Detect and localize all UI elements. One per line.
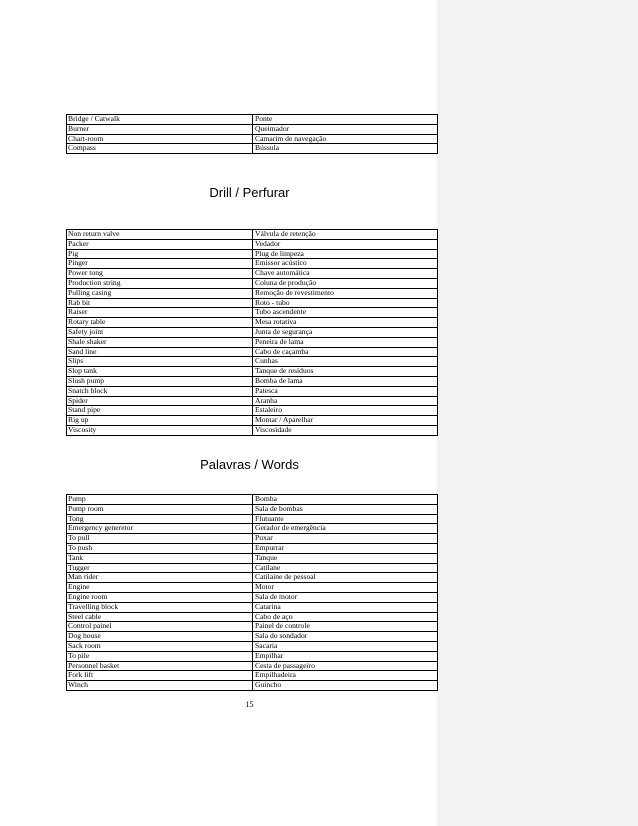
english-term-cell: Snatch block bbox=[67, 386, 253, 396]
portuguese-term-cell: Mesa rotativa bbox=[253, 318, 438, 328]
english-term-cell: Slop tank bbox=[67, 367, 253, 377]
portuguese-term-cell: Emissor acústico bbox=[253, 259, 438, 269]
portuguese-term-cell: Estaleiro bbox=[253, 406, 438, 416]
table-row bbox=[67, 278, 438, 288]
table-row bbox=[67, 602, 438, 612]
portuguese-term-cell: Sala de motor bbox=[253, 592, 438, 602]
english-term-cell: Travelling block bbox=[67, 602, 253, 612]
english-term-cell: Tong bbox=[67, 514, 253, 524]
table-row bbox=[67, 632, 438, 642]
english-term-cell: Sand line bbox=[67, 347, 253, 357]
table-row bbox=[67, 376, 438, 386]
portuguese-term-cell: Cunhas bbox=[253, 357, 438, 367]
portuguese-term-cell: Tubo ascendente bbox=[253, 308, 438, 318]
table-row bbox=[67, 553, 438, 563]
portuguese-term-cell: Roto - tubo bbox=[253, 298, 438, 308]
english-term-cell: Power tong bbox=[67, 269, 253, 279]
table-row bbox=[67, 239, 438, 249]
table-row bbox=[67, 230, 438, 240]
table-row bbox=[67, 534, 438, 544]
table-row bbox=[67, 327, 438, 337]
table-row bbox=[67, 543, 438, 553]
english-term-cell: Compass bbox=[67, 144, 253, 154]
english-term-cell: Control painel bbox=[67, 622, 253, 632]
portuguese-term-cell: Cabo de aço bbox=[253, 612, 438, 622]
english-term-cell: Rig up bbox=[67, 416, 253, 426]
english-term-cell: Burner bbox=[67, 124, 253, 134]
english-term-cell: Packer bbox=[67, 239, 253, 249]
english-term-cell: Pig bbox=[67, 249, 253, 259]
portuguese-term-cell: Ponte bbox=[253, 115, 438, 125]
table-row bbox=[67, 259, 438, 269]
table-row bbox=[67, 622, 438, 632]
table-row bbox=[67, 681, 438, 691]
portuguese-term-cell: Sacaria bbox=[253, 641, 438, 651]
english-term-cell: Rab bit bbox=[67, 298, 253, 308]
table-row bbox=[67, 249, 438, 259]
english-term-cell: Bridge / Catwalk bbox=[67, 115, 253, 125]
portuguese-term-cell: Puxar bbox=[253, 534, 438, 544]
table-row bbox=[67, 671, 438, 681]
table-row bbox=[67, 298, 438, 308]
table-row bbox=[67, 563, 438, 573]
english-term-cell: Production string bbox=[67, 278, 253, 288]
portuguese-term-cell: Chave automática bbox=[253, 269, 438, 279]
portuguese-term-cell: Patesca bbox=[253, 386, 438, 396]
english-term-cell: Tank bbox=[67, 553, 253, 563]
english-term-cell: Spider bbox=[67, 396, 253, 406]
comment-pane bbox=[437, 0, 638, 826]
portuguese-term-cell: Vedador bbox=[253, 239, 438, 249]
english-term-cell: Stand pipe bbox=[67, 406, 253, 416]
table-row bbox=[67, 124, 438, 134]
portuguese-term-cell: Coluna de produção bbox=[253, 278, 438, 288]
table-row bbox=[67, 269, 438, 279]
table-row bbox=[67, 357, 438, 367]
portuguese-term-cell: Empurrar bbox=[253, 543, 438, 553]
table-row bbox=[67, 367, 438, 377]
english-term-cell: Pump bbox=[67, 495, 253, 505]
table-row bbox=[67, 288, 438, 298]
english-term-cell: Man rider bbox=[67, 573, 253, 583]
english-term-cell: Fork lift bbox=[67, 671, 253, 681]
portuguese-term-cell: Cabo de caçamba bbox=[253, 347, 438, 357]
page-number: 15 bbox=[245, 700, 254, 709]
table-row bbox=[67, 386, 438, 396]
english-term-cell: Chart-room bbox=[67, 134, 253, 144]
portuguese-term-cell: Junta de segurança bbox=[253, 327, 438, 337]
table-body bbox=[67, 230, 438, 436]
portuguese-term-cell: Queimador bbox=[253, 124, 438, 134]
english-term-cell: Shale shaker bbox=[67, 337, 253, 347]
table-row bbox=[67, 514, 438, 524]
table-row bbox=[67, 583, 438, 593]
table-row bbox=[67, 406, 438, 416]
portuguese-term-cell: Válvula de retenção bbox=[253, 230, 438, 240]
portuguese-term-cell: Motor bbox=[253, 583, 438, 593]
glossary-table-drill bbox=[66, 229, 438, 436]
english-term-cell: Steel cable bbox=[67, 612, 253, 622]
table-row bbox=[67, 144, 438, 154]
english-term-cell: Safety joint bbox=[67, 327, 253, 337]
english-term-cell: Winch bbox=[67, 681, 253, 691]
portuguese-term-cell: Viscosidade bbox=[253, 425, 438, 435]
table-body bbox=[67, 115, 438, 154]
portuguese-term-cell: Guincho bbox=[253, 681, 438, 691]
english-term-cell: Engine bbox=[67, 583, 253, 593]
table-row bbox=[67, 573, 438, 583]
portuguese-term-cell: Gerador de emergência bbox=[253, 524, 438, 534]
portuguese-term-cell: Catilaine de pessoal bbox=[253, 573, 438, 583]
table-row bbox=[67, 396, 438, 406]
portuguese-term-cell: Catilane bbox=[253, 563, 438, 573]
english-term-cell: Rotary table bbox=[67, 318, 253, 328]
english-term-cell: Viscosity bbox=[67, 425, 253, 435]
english-term-cell: To pull bbox=[67, 534, 253, 544]
table-row bbox=[67, 641, 438, 651]
portuguese-term-cell: Sala do sondador bbox=[253, 632, 438, 642]
portuguese-term-cell: Bússula bbox=[253, 144, 438, 154]
english-term-cell: Engine room bbox=[67, 592, 253, 602]
english-term-cell: Non return valve bbox=[67, 230, 253, 240]
portuguese-term-cell: Painel de controle bbox=[253, 622, 438, 632]
english-term-cell: Sack room bbox=[67, 641, 253, 651]
portuguese-term-cell: Sala de bombas bbox=[253, 504, 438, 514]
table-row bbox=[67, 651, 438, 661]
table-row bbox=[67, 416, 438, 426]
table-row bbox=[67, 495, 438, 505]
english-term-cell: Slips bbox=[67, 357, 253, 367]
table-row bbox=[67, 337, 438, 347]
english-term-cell: Pinger bbox=[67, 259, 253, 269]
english-term-cell: Tugger bbox=[67, 563, 253, 573]
english-term-cell: To pile bbox=[67, 651, 253, 661]
portuguese-term-cell: Empilhar bbox=[253, 651, 438, 661]
table-body bbox=[67, 495, 438, 691]
english-term-cell: Emergency generetor bbox=[67, 524, 253, 534]
table-row bbox=[67, 134, 438, 144]
section-heading-words: Palavras / Words bbox=[200, 457, 299, 472]
glossary-table-bridge bbox=[66, 114, 438, 154]
table-row bbox=[67, 524, 438, 534]
portuguese-term-cell: Cesta de passageiro bbox=[253, 661, 438, 671]
glossary-table-words bbox=[66, 494, 438, 691]
portuguese-term-cell: Remoção de revestimento bbox=[253, 288, 438, 298]
table-row bbox=[67, 347, 438, 357]
table-row bbox=[67, 504, 438, 514]
portuguese-term-cell: Montar / Aparelhar bbox=[253, 416, 438, 426]
portuguese-term-cell: Tanque bbox=[253, 553, 438, 563]
portuguese-term-cell: Bomba de lama bbox=[253, 376, 438, 386]
table-row bbox=[67, 308, 438, 318]
portuguese-term-cell: Peneira de lama bbox=[253, 337, 438, 347]
section-heading-drill: Drill / Perfurar bbox=[209, 185, 290, 200]
english-term-cell: To push bbox=[67, 543, 253, 553]
table-row bbox=[67, 612, 438, 622]
english-term-cell: Dog house bbox=[67, 632, 253, 642]
english-term-cell: Pulling casing bbox=[67, 288, 253, 298]
portuguese-term-cell: Flutuante bbox=[253, 514, 438, 524]
table-row bbox=[67, 661, 438, 671]
portuguese-term-cell: Aranha bbox=[253, 396, 438, 406]
english-term-cell: Raiser bbox=[67, 308, 253, 318]
english-term-cell: Pump room bbox=[67, 504, 253, 514]
portuguese-term-cell: Catarina bbox=[253, 602, 438, 612]
portuguese-term-cell: Plug de limpeza bbox=[253, 249, 438, 259]
english-term-cell: Personnel basket bbox=[67, 661, 253, 671]
table-row bbox=[67, 318, 438, 328]
table-row bbox=[67, 592, 438, 602]
portuguese-term-cell: Camarim de navegação bbox=[253, 134, 438, 144]
table-row bbox=[67, 425, 438, 435]
portuguese-term-cell: Bomba bbox=[253, 495, 438, 505]
portuguese-term-cell: Empilhadeira bbox=[253, 671, 438, 681]
table-row bbox=[67, 115, 438, 125]
english-term-cell: Slush pump bbox=[67, 376, 253, 386]
portuguese-term-cell: Tanque de resíduos bbox=[253, 367, 438, 377]
